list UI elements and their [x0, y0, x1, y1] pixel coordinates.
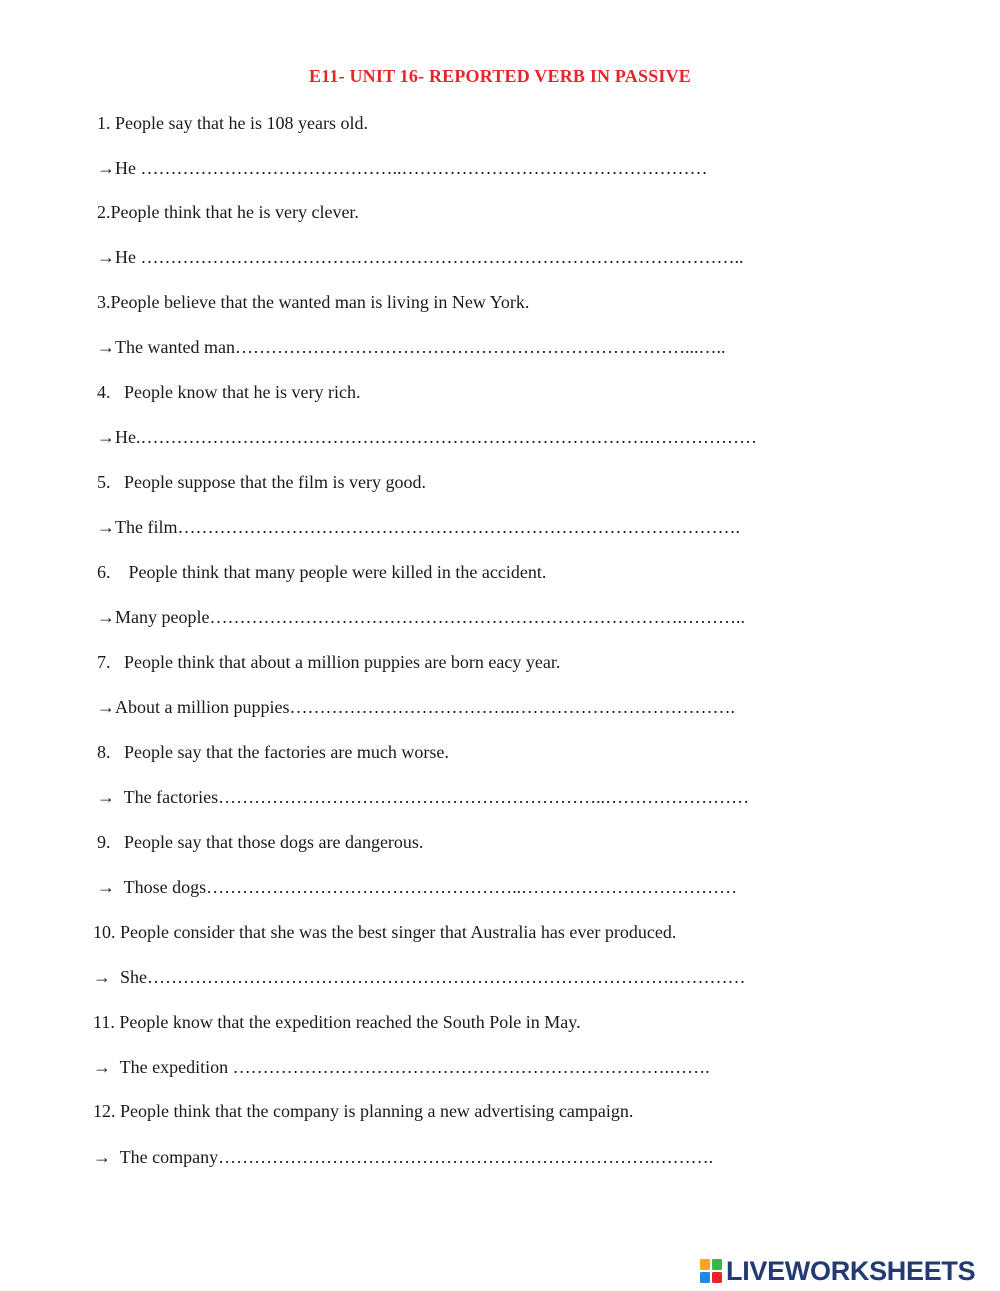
- question-10: 10. People consider that she was the best singer that Australia has ever produced.: [93, 922, 677, 942]
- answer-12[interactable]: → The company……………………………………………………………….……….: [93, 1147, 714, 1167]
- question-9: 9. People say that those dogs are dangerous.: [97, 832, 424, 852]
- answer-8[interactable]: → The factories………………………………………………………..……………………: [97, 787, 750, 807]
- question-2: 2.People think that he is very clever.: [97, 202, 359, 222]
- answer-4[interactable]: →He.………………………………………………………………………….………………: [97, 427, 757, 447]
- answer-3[interactable]: →The wanted man…………………………………………………………………...…..: [97, 337, 726, 357]
- question-8: 8. People say that the factories are much worse.: [97, 742, 449, 762]
- answer-10[interactable]: → She…………………………………………………………………………….…………: [93, 967, 746, 987]
- answer-9[interactable]: → Those dogs……………………………………………..………………………………: [97, 877, 738, 897]
- answer-7[interactable]: →About a million puppies………………………………..……………………………….: [97, 697, 735, 717]
- answer-11[interactable]: → The expedition ……………………………………………………………….…….: [93, 1057, 710, 1077]
- answer-1[interactable]: →He ……………………………………..……………………………………………: [97, 158, 708, 178]
- question-1: 1. People say that he is 108 years old.: [97, 113, 368, 133]
- question-5: 5. People suppose that the film is very good.: [97, 472, 426, 492]
- liveworksheets-logo[interactable]: [700, 1254, 975, 1288]
- worksheet-title: E11- UNIT 16- REPORTED VERB IN PASSIVE: [308, 66, 692, 86]
- liveworksheets-logo-icon: [700, 1259, 722, 1283]
- question-12: 12. People think that the company is planning a new advertising campaign.: [93, 1101, 634, 1121]
- question-4: 4. People know that he is very rich.: [97, 382, 361, 402]
- answer-5[interactable]: →The film………………………………………………………………………………….: [97, 517, 740, 537]
- question-3: 3.People believe that the wanted man is living in New York.: [97, 292, 530, 312]
- answer-2[interactable]: →He ………………………………………………………………………………………..: [97, 247, 744, 267]
- question-7: 7. People think that about a million puppies are born eacy year.: [97, 652, 561, 672]
- answer-6[interactable]: →Many people…………………………………………………………………….………..: [97, 607, 745, 627]
- liveworksheets-logo-text: LIVEWORKSHEETS: [726, 1255, 976, 1286]
- question-6: 6. People think that many people were killed in the accident.: [97, 562, 547, 582]
- question-11: 11. People know that the expedition reached the South Pole in May.: [93, 1012, 581, 1032]
